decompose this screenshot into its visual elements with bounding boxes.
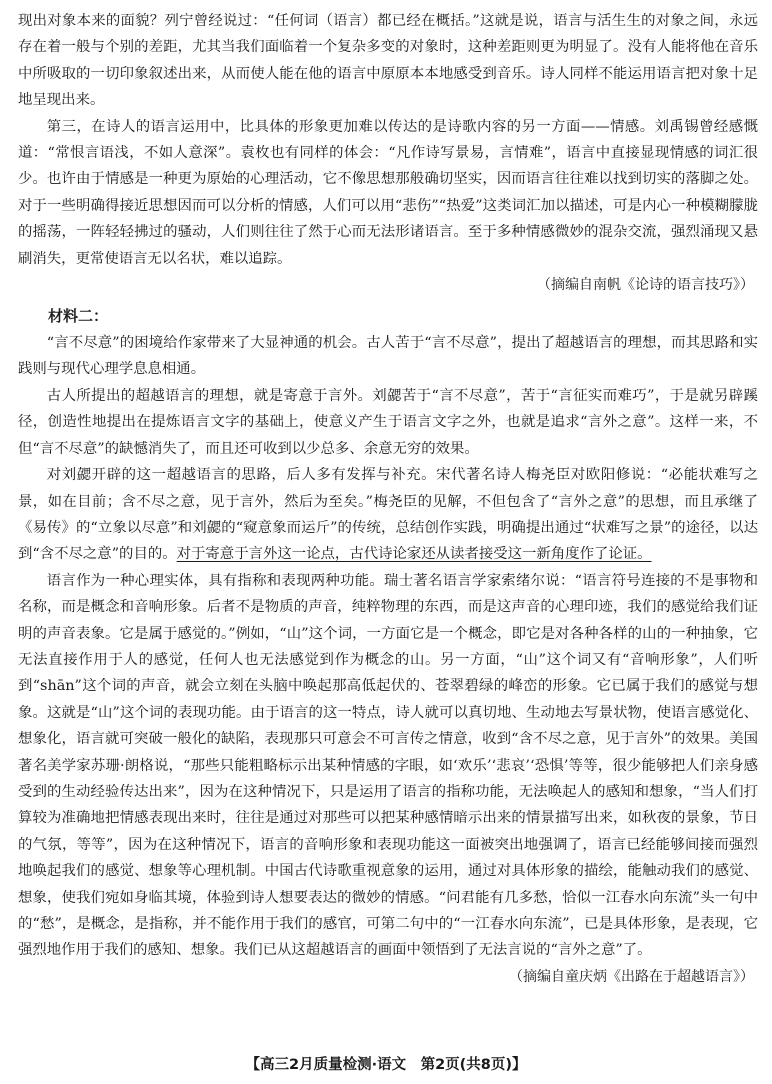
paragraph-material2-4: 语言作为一种心理实体，具有指称和表现两种功能。瑞士著名语言学家索绪尔说：“语言符号连接的不是事物和名称，而是概念和音响形象。后者不是物质的声音，纯粹物理的东西，而是这声音的心理印迹，我们的感觉给我们证明的声音表象。它是属于感觉的。”例如，“山”这个词，一方面它是一个概念，即它是对各种各样的山的一种抽象，它无法直接作用于人的感觉，任何人也无法感觉到作为概念的山。另一方面，“山”这个词又有“音响形象”，人们听到“shān”这个词的声音，就会立刻在头脑中唤起那高低起伏的、苍翠碧绿的峰峦的形象。它已属于我们的感觉与想象。这就是“山”这个词的表现功能。由于语言的这一特点，诗人就可以真切地、生动地去写景状物，使语言感觉化、想象化，语言就可突破一般化的缺陷，表现那只可意会不可言传之情意，收到“含不尽之意，见于言外”的效果。美国著名美学家苏珊·朗格说，“那些只能粗略标示出某种情感的字眼，如‘欢乐’‘悲哀’‘恐惧’等等，很少能够把人们亲身感受到的生动经验传达出来”，因为在这种情况下，只是运用了语言的指称功能，无法唤起人的感知和想象，“当人们打算较为准确地把情感表现出来时，往往是通过对那些可以把某种感情暗示出来的情景描写出来，如秋夜的景象，节日的气氛，等等”，因为在这种情况下，语言的音响形象和表现功能这一面被突出地强调了，语言已经能够间接而强烈地唤起我们的感觉、想象等心理机制。中国古代诗歌重视意象的运用，通过对具体形象的描绘，能触动我们的感觉、想象，使我们宛如身临其境，体验到诗人想要表达的微妙的情感。“问君能有几多愁，恰似一江春水向东流”头一句中的“愁”，是概念，是指称，并不能作用于我们的感官，可第二句中的“一江春水向东流”，已是具体形象，是表现，它强烈地作用于我们的感知、想象。我们已从这超越语言的画面中领悟到了无法言说的“言外之意”了。	[18, 572, 758, 959]
paragraph-material2-3	[18, 462, 758, 568]
paragraph-material2-2: 古人所提出的超越语言的理想，就是寄意于言外。刘勰苦于“言不尽意”，苦于“言征实而难巧”，于是就另辟蹊径，创造性地提出在提炼语言文字的基础上，使意义产生于语言文字之外，也就是追求“言外之意”。这样一来，不但“言不尽意”的缺憾消失了，而且还可收到以少总多、余意无穷的效果。	[18, 387, 758, 457]
paragraph-material2-1: “言不尽意”的困境给作家带来了大显神通的机会。古人苦于“言不尽意”，提出了超越语言的理想，而其思路和实践则与现代心理学息息相通。	[18, 335, 758, 378]
source-citation-material2: （摘编自童庆炳《出路在于超越语言》）	[509, 968, 754, 985]
source-citation-material1: （摘编自南帆《论诗的语言技巧》）	[537, 277, 754, 294]
page-footer: 【高三2月质量检测·语文 第2页(共8页)】	[245, 1057, 527, 1073]
paragraph-material1-third: 第三，在诗人的语言运用中，比具体的形象更加难以传达的是诗歌内容的另一方面——情感。刘禹锡曾经感慨道：“常恨言语浅，不如人意深”。袁枚也有同样的体会：“凡作诗写景易，言情难”，语言中直接显现情感的词汇很少。也许由于情感是一种更为原始的心理活动，它不像思想那般确切坚实，因而语言往往难以找到切实的落脚之处。对于一些明确得接近思想因而可以分析的情感，人们可以用“悲伤”“热爱”这类词汇加以描述，可是内心一种模糊朦胧的摇荡，一阵轻轻拂过的骚动，人们则往往了然于心而无法形诸语言。至于多种情感微妙的混杂交流，强烈涌现又悬刷消失，更常使语言无以名状，难以追踪。	[18, 118, 758, 267]
paragraph-material1-continued: 现出对象本来的面貌？列宁曾经说过：“任何词（语言）都已经在概括。”这就是说，语言与活生生的对象之间，永远存在着一般与个别的差距，尤其当我们面临着一个复杂多变的对象时，这种差距则更为明显了。没有人能将他在音乐中所吸取的一切印象叙述出来，从而使人能在他的语言中原原本本地感受到音乐。诗人同样不能运用语言把对象十足地呈现出来。	[18, 13, 758, 109]
underlined-sentence: 对于寄意于言外这一论点，古代诗论家还从读者接受这一新角度作了论证。	[176, 546, 652, 563]
material2-heading: 材料二：	[48, 307, 109, 326]
paragraph-material2-3-text: 对刘勰开辟的这一超越语言的思路，后人多有发挥与补充。宋代著名诗人梅尧臣对欧阳修说：“必能状难写之景，如在目前；含不尽之意，见于言外，然后为至矣。”梅尧臣的见解，不但包含了“言外之意”的思想，而且承继了《易传》的“立象以尽意”和刘勰的“窥意象而运斤”的传统，总结创作实践，明确提出通过“状难写之景”的途径，以达到“含不尽之意”的目的。	[18, 467, 758, 563]
